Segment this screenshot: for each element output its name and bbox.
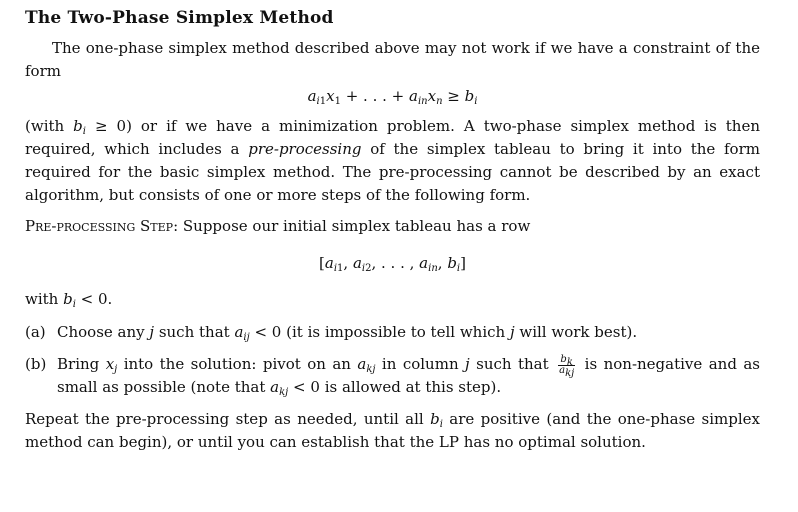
item-b-label: (b) — [25, 355, 47, 373]
item-a-text: Choose any j such that $a_{ij} < 0$ (it is impossible to tell which j will work best). — [57, 323, 638, 343]
two-phase-paragraph: (with $b_i \ge 0$) or if we have a minimization problem. A two-phase simplex method is then required, which includes a pre-processing of the simplex tableau to bring it into the form required for the basic simplex method. The pre-processing cannot be described by an exact algorithm, but consists of one or more steps of the following form. — [25, 117, 760, 204]
pre-processing-step: Pre-processing Step: Suppose our initial simplex tableau has a row — [25, 217, 531, 235]
item-a-label: (a) — [25, 323, 46, 341]
step-list — [25, 321, 760, 399]
constraint-formula — [25, 85, 760, 107]
formula-text: $a_{i1}x_1$ + . . . + $a_{in}x_n \ge b_i$ — [307, 87, 478, 107]
condition-line: with $b_i < 0$. — [25, 290, 113, 310]
document-page — [25, 8, 760, 454]
list-item-a — [25, 321, 760, 344]
intro-paragraph: The one-phase simplex method described above may not work if we have a constraint of the form — [25, 39, 760, 80]
section-title: The Two-Phase Simplex Method — [25, 8, 334, 28]
ratio-fraction: $\frac{b_k}{a_{kj}}$ — [559, 353, 575, 379]
closing-paragraph: Repeat the pre-processing step as needed, until all $b_i$ are positive (and the one-phase simplex method can begin), or until you can establish that the LP has no optimal solution. — [25, 410, 760, 451]
tableau-row-formula: [$a_{i1}$, $a_{i2}$, . . . , $a_{in}$, $b_i$] — [319, 254, 466, 274]
list-item-b — [25, 353, 760, 399]
step-heading: Pre-processing Step: — [25, 217, 179, 235]
item-b-text: Bring $x_j$ into the solution: pivot on an $a_{kj}$ in column j such that $\frac{b_k}{a_{kj}}$ is non-negative and as small as possible (note that $a_{kj} < 0$ is allowed at this step). — [57, 353, 760, 398]
